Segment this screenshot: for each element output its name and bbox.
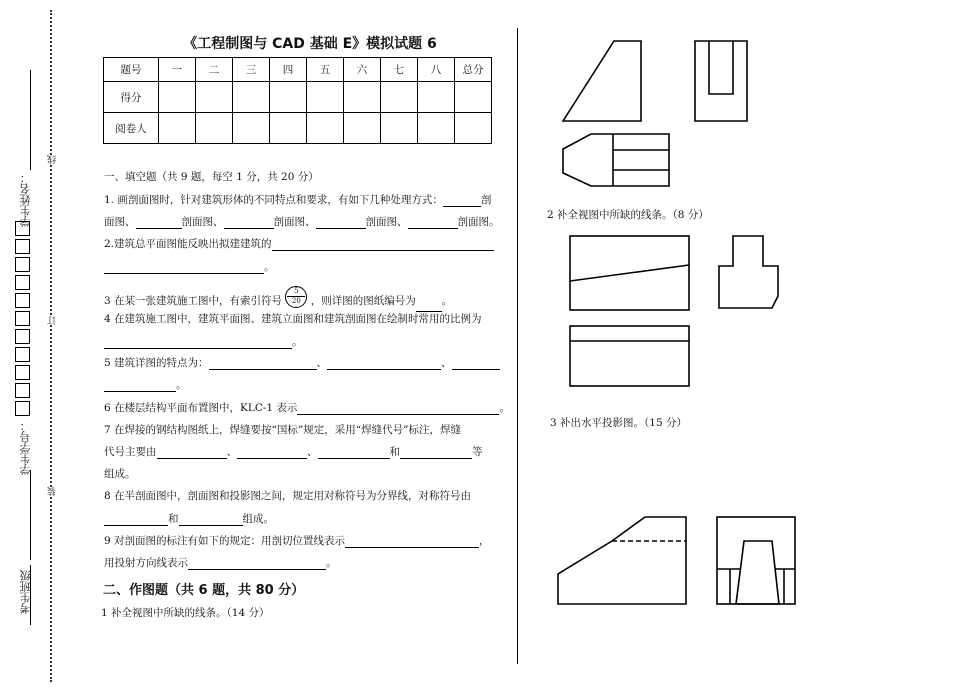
question-1-line1: 1. 画剖面图时，针对建筑形体的不同特点和要求，有如下几种处理方式： 剖 bbox=[104, 194, 492, 206]
question-2-cont: 。 bbox=[104, 260, 275, 274]
exam-title: 《工程制图与 CAD 基础 E》模拟试题 6 bbox=[183, 36, 437, 52]
problem-2-top-view bbox=[570, 326, 689, 386]
index-symbol: $\frac{5}{20}$ bbox=[285, 286, 307, 308]
score-header-cell: 三 bbox=[233, 58, 270, 82]
mark-zhuang: 装 bbox=[48, 487, 58, 496]
question-9-line1: 9 对剖面图的标注有如下的规定：用剖切位置线表示 ， bbox=[104, 535, 490, 547]
score-header-cell: 七 bbox=[381, 58, 418, 82]
problem-3-text: 3 补出水平投影图。（15 分） bbox=[550, 417, 687, 429]
question-1-line2: 面图、 剖面图、 剖面图、 剖面图、 剖面图。 bbox=[104, 216, 500, 228]
question-4-cont: 。 bbox=[104, 335, 303, 349]
question-8-line2: 和 组成。 bbox=[104, 512, 274, 526]
problem-1-front-view bbox=[563, 41, 641, 121]
question-7-line1: 7 在焊接的钢结构图纸上，焊缝要按“国标”规定，采用“焊缝代号”标注，焊缝 bbox=[104, 424, 461, 436]
question-9-line2: 用投射方向线表示 。 bbox=[104, 557, 337, 569]
problem-2-front-view bbox=[570, 236, 689, 310]
question-8-line1: 8 在半剖面图中，剖面图和投影图之间，规定用对称符号为分界线，对称符号由 bbox=[104, 490, 472, 502]
student-name-label: 学生姓名： bbox=[19, 172, 32, 227]
question-7-line2: 代号主要由 、 、 和 等 bbox=[104, 446, 483, 458]
score-row-label: 阅卷人 bbox=[104, 113, 159, 144]
question-5-cont: 。 bbox=[104, 378, 187, 392]
class-label: 考生班级 bbox=[19, 570, 32, 614]
question-3: 3 在某一张建筑施工图中，有索引符号 $\frac{5}{20}$ ，则详图的图纸编号为 。 bbox=[104, 290, 452, 312]
score-header-cell: 六 bbox=[344, 58, 381, 82]
score-row-label: 得分 bbox=[104, 82, 159, 113]
score-header-cell: 总分 bbox=[455, 58, 492, 82]
problem-1-top-view bbox=[563, 134, 669, 186]
question-6: 6 在楼层结构平面布置图中，KLC-1 表示 。 bbox=[104, 402, 510, 414]
question-4: 4 在建筑施工图中，建筑平面图、建筑立面图和建筑剖面图在绘制时常用的比例为 bbox=[104, 313, 482, 325]
score-header-cell: 题号 bbox=[104, 58, 159, 82]
score-header-cell: 五 bbox=[307, 58, 344, 82]
problem-1-side-view bbox=[695, 41, 747, 121]
mark-ding: 订 bbox=[48, 316, 58, 325]
score-header-cell: 一 bbox=[159, 58, 196, 82]
student-id-label: 学生学号： bbox=[19, 420, 32, 475]
problem-2-text: 2 补全视图中所缺的线条。（8 分） bbox=[547, 209, 709, 221]
problem-3-side-view bbox=[717, 517, 795, 604]
question-7-line3: 组成。 bbox=[104, 468, 136, 480]
score-header-cell: 四 bbox=[270, 58, 307, 82]
score-header-cell: 二 bbox=[196, 58, 233, 82]
problem-1-text: 1 补全视图中所缺的线条。（14 分） bbox=[101, 607, 270, 619]
question-2: 2.建筑总平面图能反映出拟建建筑的 bbox=[104, 237, 494, 251]
section2-heading: 二、作图题（共 6 题，共 80 分） bbox=[103, 583, 305, 598]
problem-3-front-view bbox=[558, 517, 686, 604]
question-5: 5 建筑详图的特点为： 、 、 bbox=[104, 356, 500, 370]
problem-2-side-view bbox=[719, 236, 778, 308]
score-header-cell: 八 bbox=[418, 58, 455, 82]
section1-heading: 一、填空题（共 9 题，每空 1 分，共 20 分） bbox=[104, 171, 319, 183]
mark-xian: 线 bbox=[48, 155, 58, 164]
